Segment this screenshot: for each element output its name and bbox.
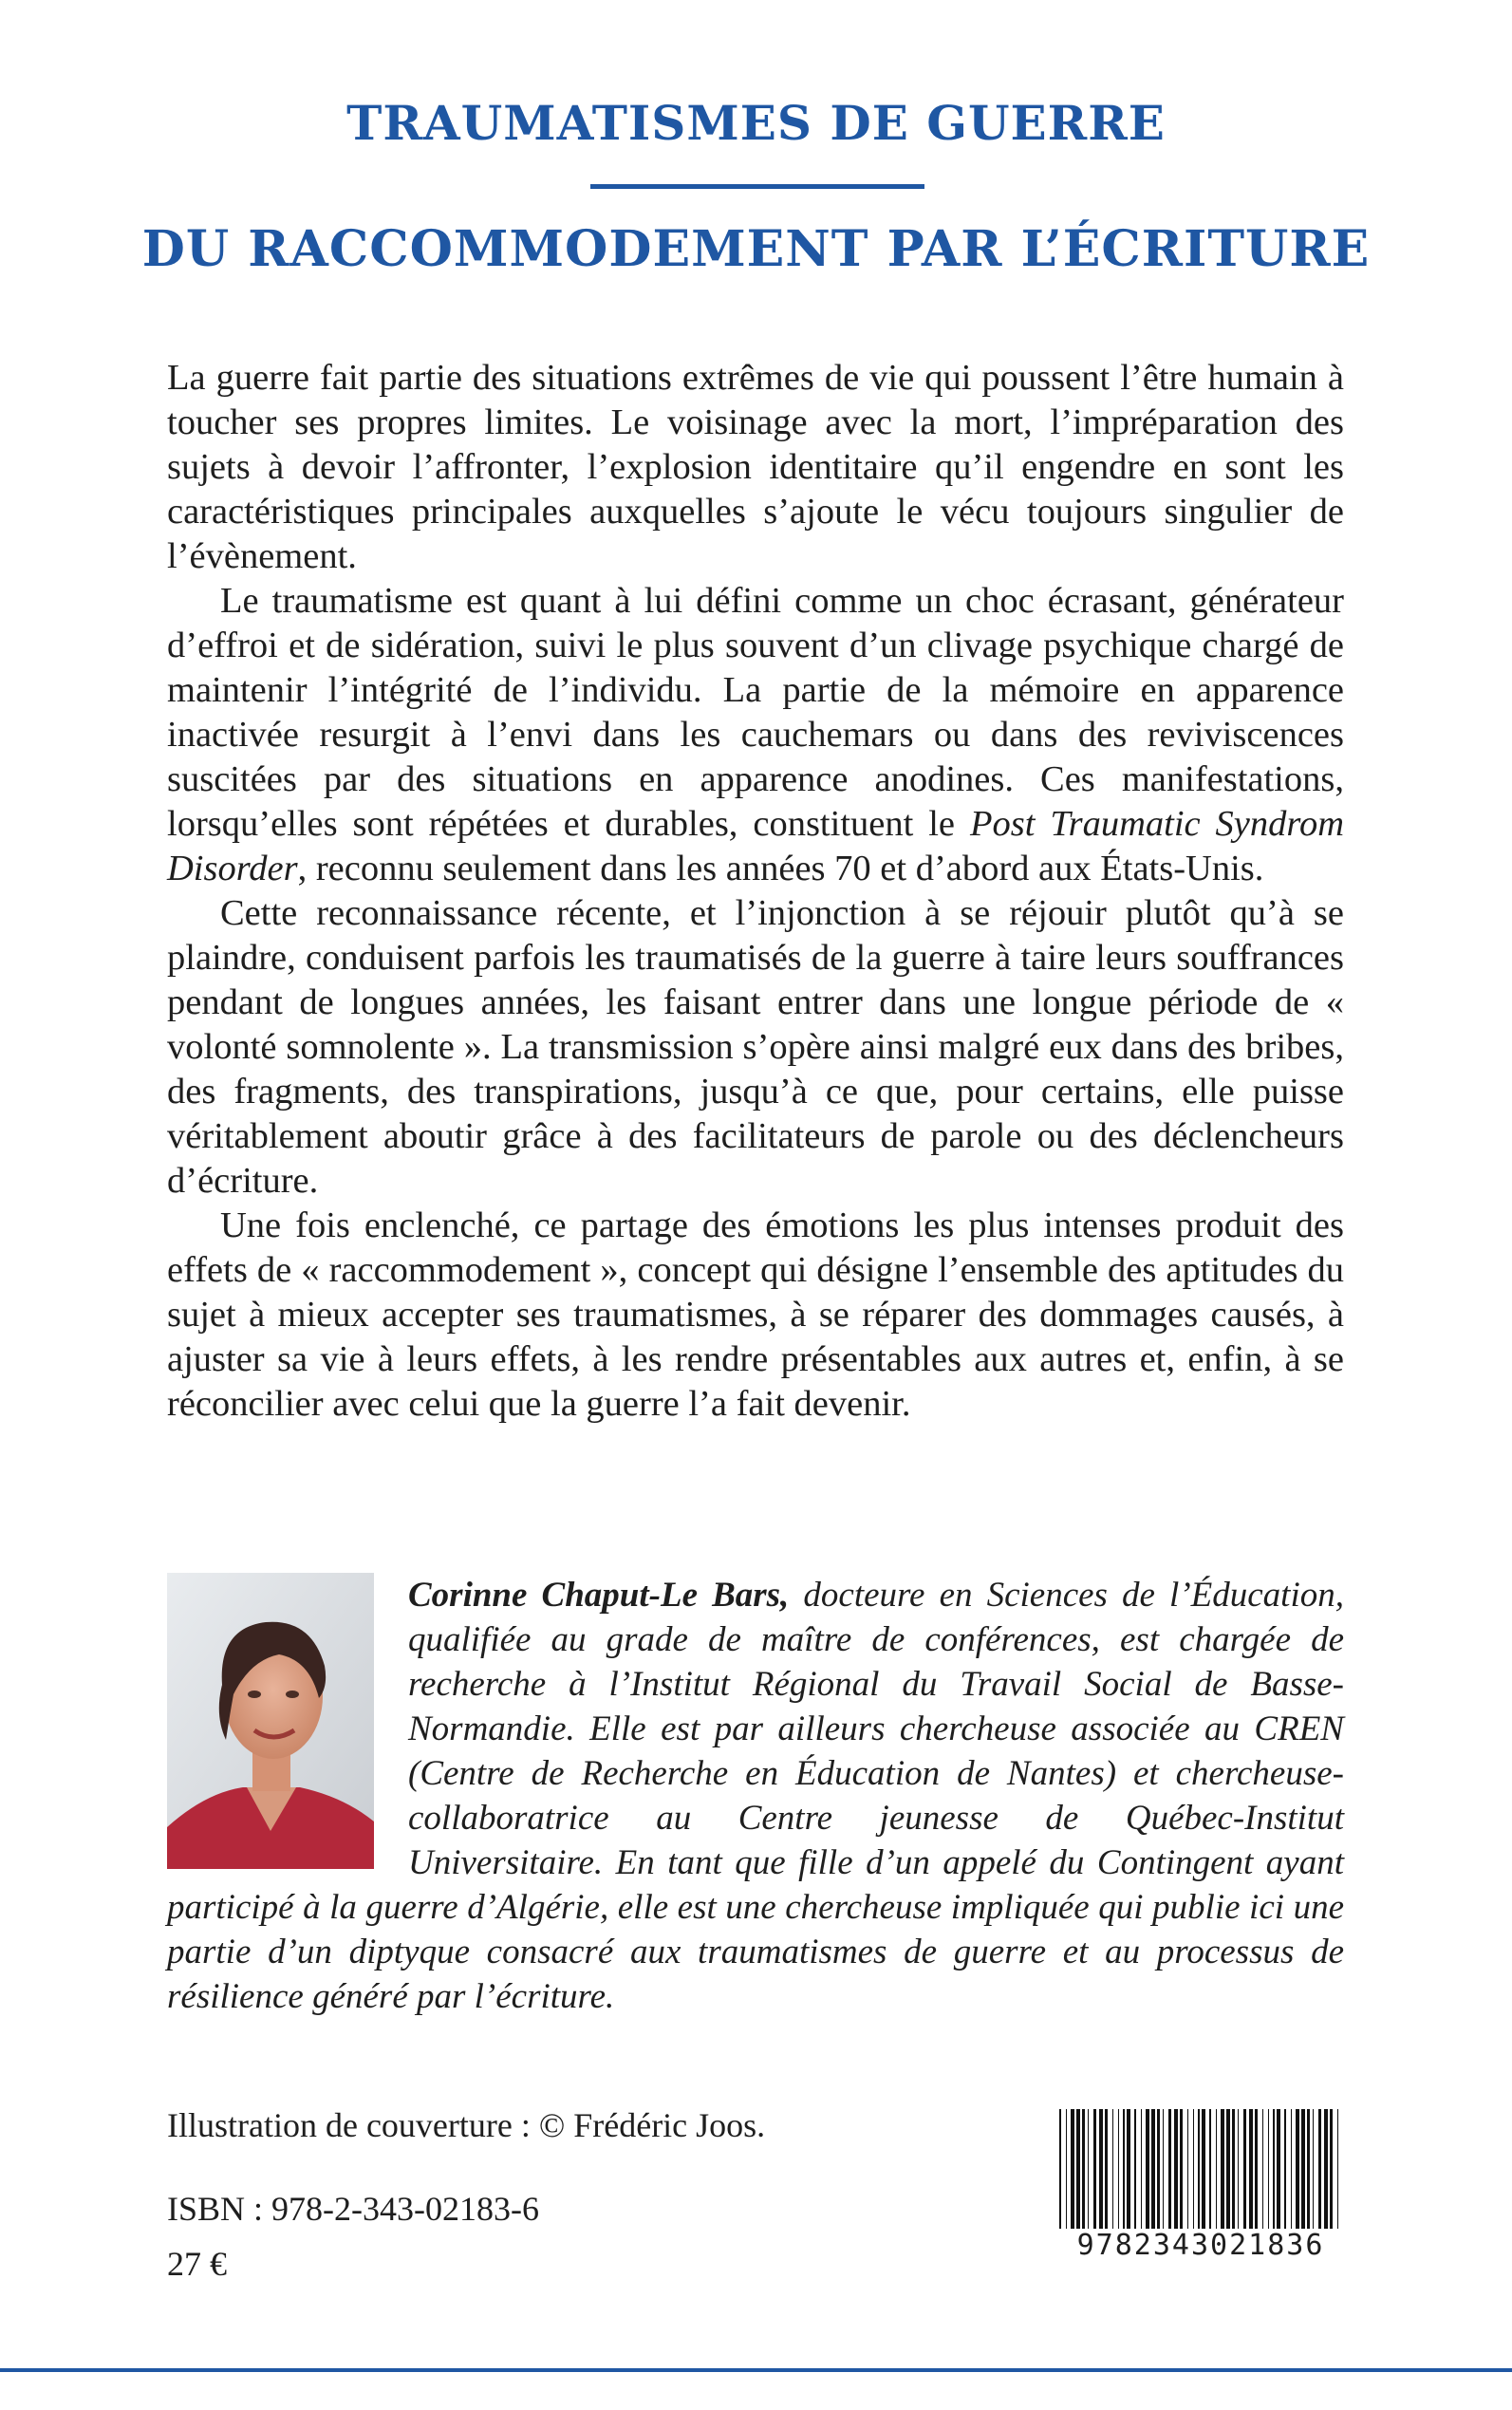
ptsd-term: Post Traumatic Syndrom Disorder xyxy=(167,804,1344,888)
barcode-number: 9782343021836 xyxy=(1054,2229,1348,2262)
author-portrait-image xyxy=(167,1573,374,1869)
author-name: Corinne Chaput-Le Bars, xyxy=(408,1576,790,1615)
paragraph-3: Cette reconnaissance récente, et l’injonction à se réjouir plutôt qu’à se plaindre, conduisent parfois les traumatisés de la guerre à taire leurs souffrances pendant de longues années, les faisant entrer dans une longue période de « volonté somnolente ». La transmission s’opère ainsi malgré eux dans des bribes, des fragments, des transpirations, jusqu’à ce que, pour certains, elle puisse véritablement aboutir grâce à des facilitateurs de parole ou des déclencheurs d’écriture. xyxy=(167,893,1344,1201)
author-bio xyxy=(167,1573,1344,2019)
barcode xyxy=(1054,2105,1348,2295)
paragraph-2-start: Le traumatisme est quant à lui défini comme un choc écrasant, générateur d’effroi et de sidération, suivi le plus souvent d’un clivage psychique chargé de maintenir l’intégrité de l’individu. La partie de la mémoire en apparence inactivée resurgit à l’envi dans les cauchemars ou dans des reviviscences suscitées par des situations en apparence anodines. Ces manifestations, lorsqu’elles sont répétées et durables, constituent le xyxy=(167,581,1344,844)
paragraph-2-end: , reconnu seulement dans les années 70 et d’abord aux États-Unis. xyxy=(297,849,1264,888)
paragraph-2 xyxy=(167,579,1344,891)
bottom-rule xyxy=(0,2368,1512,2372)
isbn: ISBN : 978-2-343-02183-6 xyxy=(167,2190,539,2228)
cover-credit: Illustration de couverture : © Frédéric Joos. xyxy=(167,2106,766,2144)
paragraph-1: La guerre fait partie des situations extrêmes de vie qui poussent l’être humain à toucher ses propres limites. Le voisinage avec la mort, l’impréparation des sujets à devoir l’affronter, l’explosion identitaire qu’il engendre en sont les caractéristiques principales auxquelles s’ajoute le vécu toujours singulier de l’évènement. xyxy=(167,358,1344,576)
paragraph-4: Une fois enclenché, ce partage des émotions les plus intenses produit des effets de « raccommodement », concept qui désigne l’ensemble des aptitudes du sujet à mieux accepter ses traumatismes, à se réparer des dommages causés, à ajuster sa vie à leurs effets, à les rendre présentables aux autres et, enfin, à se réconcilier avec celui que la guerre l’a fait devenir. xyxy=(167,1205,1344,1424)
back-cover-text xyxy=(167,356,1344,1427)
title-divider xyxy=(590,184,924,189)
title-line-2: DU RACCOMMODEMENT PAR L’ÉCRITURE xyxy=(141,220,1371,278)
price: 27 € xyxy=(167,2245,227,2283)
author-bio-text: docteure en Sciences de l’Éducation, qualifiée au grade de maître de conférences, est chargée de recherche à l’Institut Régional du Travail Social de Basse-Normandie. Elle est par ailleurs chercheuse associée au CREN (Centre de Recherche en Éducation de Nantes) et chercheuse-collaboratrice au Centre jeunesse de Québec-Institut Universitaire. En tant que fille d’un appelé du Contingent ayant participé à la guerre d’Algérie, elle est une chercheuse impliquée qui publie ici une partie d’un diptyque consacré aux traumatismes de guerre et au processus de résilience généré par l’écriture. xyxy=(167,1576,1344,2016)
author-photo xyxy=(167,1573,408,1877)
title-line-1: TRAUMATISMES DE GUERRE xyxy=(346,95,1166,151)
